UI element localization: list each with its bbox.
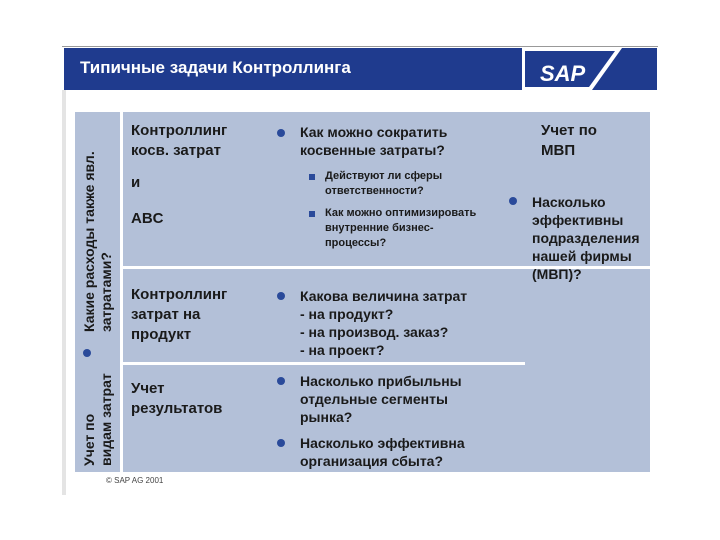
section1-sub1-line2: ответственности? (325, 185, 424, 197)
right-question-line3: подразделения (532, 230, 640, 246)
section1-sub2-line2: внутренние бизнес- (325, 222, 434, 234)
left-bottom-line1: Учет по (81, 413, 97, 466)
section3-q2-line1: Насколько эффективна (300, 435, 465, 451)
section3-q1-line3: рынка? (300, 409, 353, 425)
section2-question-line3: - на производ. заказ? (300, 324, 449, 340)
section1-bullet-icon (277, 129, 285, 137)
left-bullet-icon (83, 349, 91, 357)
right-question-line4: нашей фирмы (532, 248, 632, 264)
right-heading-line1: Учет по (541, 122, 597, 139)
left-bottom-line2: видам затрат (98, 373, 114, 466)
right-question-line5: (МВП)? (532, 266, 582, 282)
left-question-line1: Какие расходы также явл. (81, 151, 97, 332)
section1-question-line2: косвенные затраты? (300, 142, 445, 158)
left-column-divider (120, 112, 123, 472)
divider-section2 (123, 362, 525, 365)
slide-title: Типичные задачи Контроллинга (80, 58, 351, 77)
section2-heading-line1: Контроллинг (131, 286, 228, 303)
section1-sub2-bullet-icon (309, 211, 315, 217)
section3-q1-bullet-icon (277, 377, 285, 385)
section3-q1-line1: Насколько прибыльны (300, 373, 462, 389)
sap-logo (522, 48, 622, 90)
tasks-diagram (75, 112, 650, 472)
section1-sub1-line1: Действуют ли сферы (325, 170, 443, 182)
right-question-line2: эффективны (532, 212, 624, 228)
section3-heading-line1: Учет (131, 380, 165, 397)
section1-heading-line4: ABC (131, 210, 164, 227)
section3-q2-line2: организация сбыта? (300, 453, 444, 469)
sap-logo-text: SAP (540, 61, 586, 86)
section2-heading-line3: продукт (131, 326, 192, 343)
section1-question-line1: Как можно сократить (300, 124, 448, 140)
section1-heading-line3: и (131, 174, 141, 191)
section2-question-line2: - на продукт? (300, 306, 394, 322)
copyright-footer: © SAP AG 2001 (106, 476, 164, 485)
section2-question-line1: Какова величина затрат (300, 288, 468, 304)
section1-sub2-line1: Как можно оптимизировать (325, 207, 477, 219)
section2-heading-line2: затрат на (131, 306, 201, 323)
section2-bullet-icon (277, 292, 285, 300)
right-bullet-icon (509, 197, 517, 205)
section3-heading-line2: результатов (131, 400, 223, 417)
left-edge-bar (62, 90, 66, 495)
section1-sub1-bullet-icon (309, 174, 315, 180)
left-question-line2: затратами? (98, 252, 114, 332)
section3-q1-line2: отдельные сегменты (300, 391, 448, 407)
top-divider (62, 46, 658, 47)
section3-q2-bullet-icon (277, 439, 285, 447)
section1-heading-line2: косв. затрат (131, 142, 221, 159)
right-heading-line2: МВП (541, 142, 576, 159)
section2-question-line4: - на проект? (300, 342, 385, 358)
section1-heading-line1: Контроллинг (131, 122, 228, 139)
section1-sub2-line3: процессы? (325, 237, 387, 249)
right-question-line1: Насколько (532, 194, 606, 210)
